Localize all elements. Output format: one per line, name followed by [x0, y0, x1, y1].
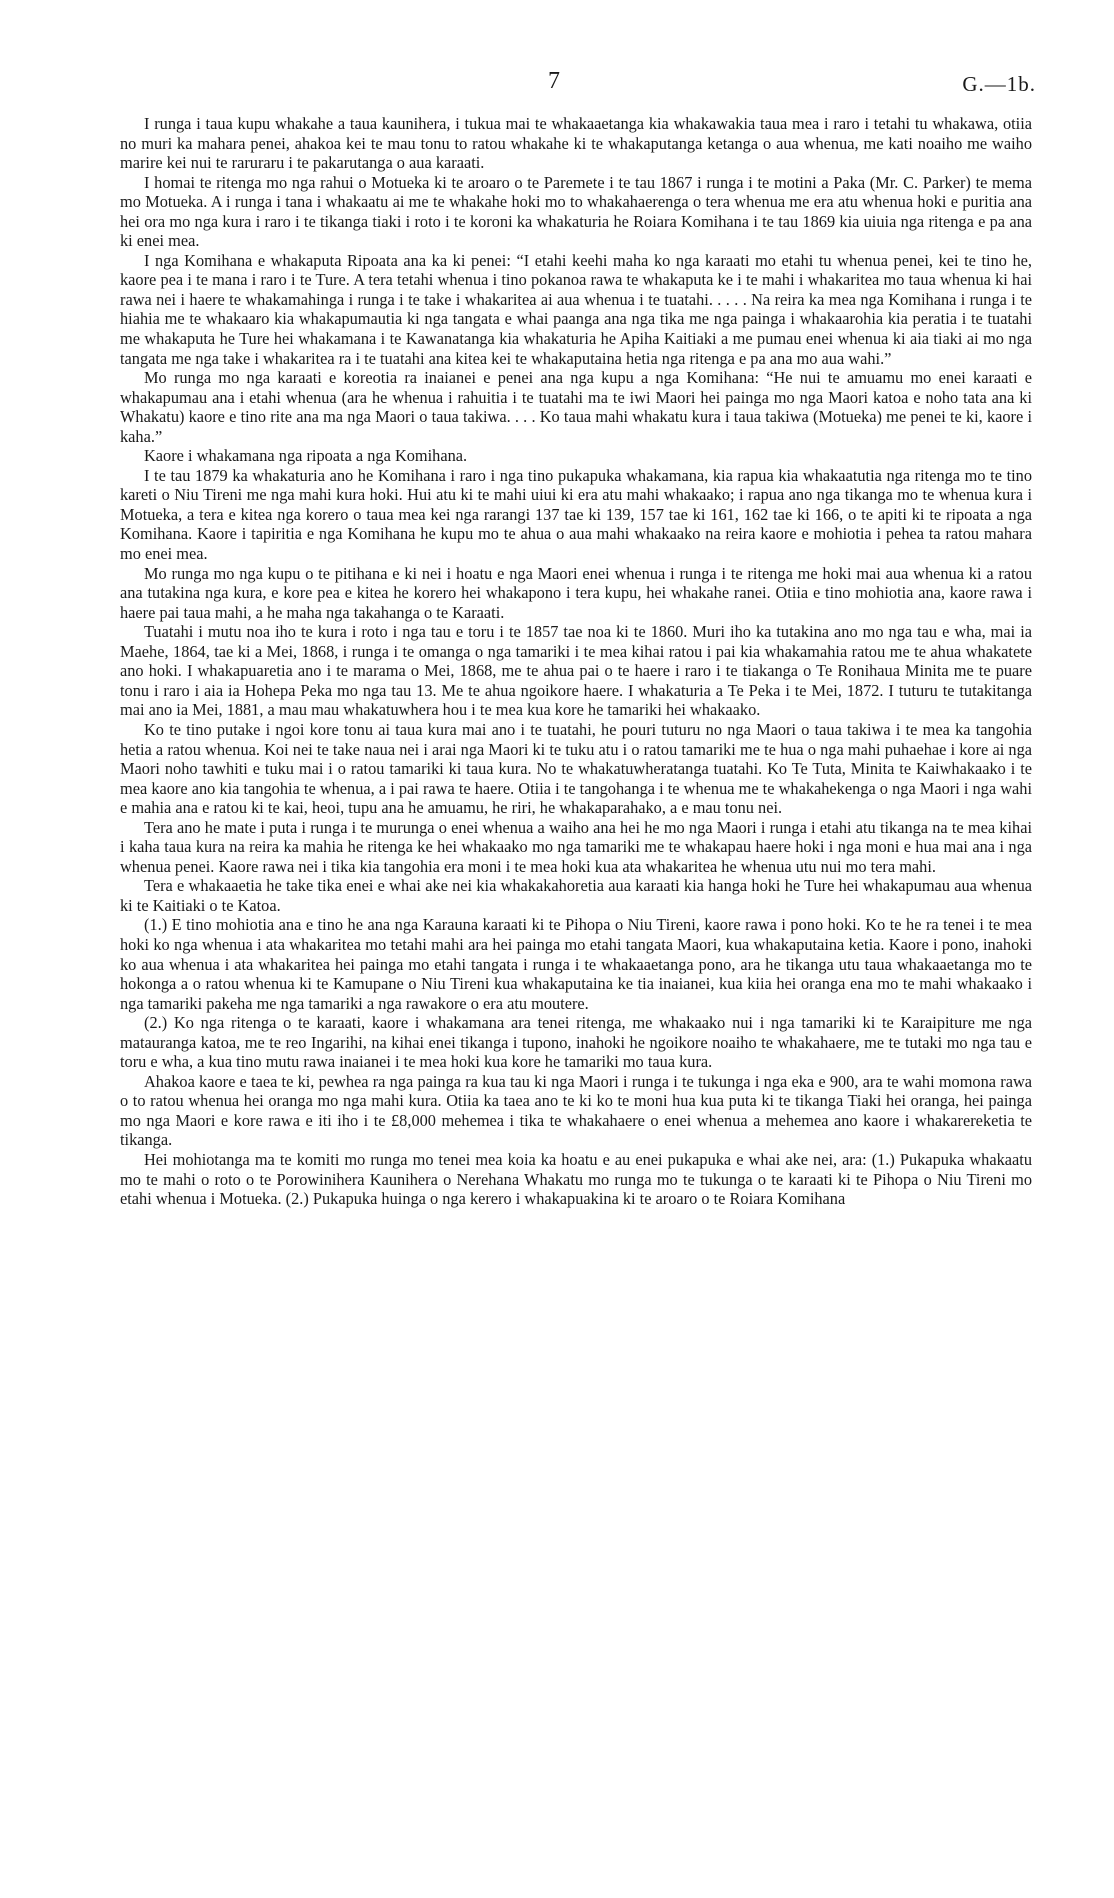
document-page: [120, 58, 1036, 1209]
page-number: 7: [548, 68, 560, 94]
paragraph: Kaore i whakamana nga ripoata a nga Komihana.: [144, 446, 468, 466]
paragraph: I te tau 1879 ka whakaturia ano he Komihana i raro i nga tino pukapuka whakamana, kia rapua kia whakaatutia nga ritenga mo te tino kareti o Niu Tireni me nga mahi kura hoki. Hui atu ki te mahi uiui ki era atu mahi whakaako; i rapua ano nga tikanga mo te whenua kura i Motueka, a tera e kitea nga korero o taua mea kei nga rarangi 137 tae ki 139, 157 tae ki 161, 162 tae ki 166, o te apiti ki te ripoata a nga Komihana. Kaore i tapiritia e nga Komihana he kupu mo te ahua o aua mahi whakaako na reira kaore e mohiotia i pehea ta ratou mahara mo enei mea.: [120, 465, 1032, 564]
paragraph: Tuatahi i mutu noa iho te kura i roto i nga tau e toru i te 1857 tae noa ki te 1860. Muri iho ka tutakina ano mo nga tau e wha, mai ia Maehe, 1864, tae ki a Mei, 1868, i runga i te omanga o nga tamariki i te mea kihai ratou i pai kia whakamahia ratou me te ahua whakatete ano hoki. I whakapuaretia ano i te marama o Mei, 1868, me te ahua pai o te haere i raro i te tiakanga o Te Ronihaua Minita me te puare tonu i raro i aia ia Hohepa Peka mo nga tau 13. Me te ahua ngoikore haere. I whakaturia a Te Peka i te Mei, 1872. I tuturu te tutakitanga mai ano ia Mei, 1881, a mau mau whakatuwhera hou i te mea kua kore he tamariki hei whakaako.: [120, 622, 1032, 720]
paragraph: Tera ano he mate i puta i runga i te murunga o enei whenua a waiho ana hei he mo nga Maori i runga i etahi atu tikanga na te mea kihai i kaha taua kura na reira ka mahia he ritenga ke hei whakaako mo nga tamariki me te whakapau haere hoki i nga moni e hua mai ana i nga whenua penei. Kaore rawa nei i tika kia tangohia era moni i te mea hoki kua ata whakaritea he whenua utu nui mo tera mahi.: [120, 817, 1032, 876]
paragraph: (1.) E tino mohiotia ana e tino he ana nga Karauna karaati ki te Pihopa o Niu Tireni, kaore rawa i pono hoki. Ko te he ra tenei i te mea hoki ko nga whenua i ata whakaritea mo tetahi mahi ara hei painga mo etahi tangata Maori, kua whakaputaina ketia. Kaore i pono, inahoki ko aua whenua i ata whakaritea hei painga mo etahi tangata i runga i te whakaaetanga pono, ara he tikanga utu taua whakaaetanga mo te hokonga a o ratou whenua ki te Kamupane o Niu Tireni kua whakaputaina ke tia inaianei, kua kiia hei oranga ena mo te mahi whakaako i nga tamariki pakeha me nga tamariki a nga rawakore o era atu moutere.: [120, 915, 1032, 1013]
paragraph: I nga Komihana e whakaputa Ripoata ana ka ki penei: “I etahi keehi maha ko nga karaati mo etahi tu whenua penei, kei te tino he, kaore pea i te mana i raro i te Ture. A tera tetahi whenua i tino pokanoa rawa te whakaputa ke i te mahi i whakaritea mo taua whenua ki hai rawa nei i haere te whakamahinga i runga i te take i whakaritea ai aua whenua i te tuatahi. . . . . Na reira ka mea nga Komihana i runga i te hiahia me te whakaaro kia whakapumautia ki nga tangata e whai paanga ana nga tika me nga painga i whakaarohia kia peratia i te tuatahi me whakaputa he Ture hei whakamana i te Kawanatanga kia whakaturia he Apiha Kaitiaki a me pumau enei whenua ki aia tiaki ai mo nga tangata me nga take i whakaritea ra i te tuatahi ana kitea kei te whakaputaina hetia nga ritenga e pa ana mo aua wahi.”: [120, 250, 1032, 368]
paragraph: Hei mohiotanga ma te komiti mo runga mo tenei mea koia ka hoatu e au enei pukapuka e whai ake nei, ara: (1.) Pukapuka whakaatu mo te mahi o roto o te Porowinihera Kaunihera o Nerehana Whakatu mo runga mo te tukunga o te karaati ki te Pihopa o Niu Tireni mo etahi whenua i Motueka. (2.) Pukapuka huinga o nga kerero i whakapuakina ki te aroaro o te Roiara Komihana: [120, 1149, 1032, 1209]
paragraph: I runga i taua kupu whakahe a taua kaunihera, i tukua mai te whakaaetanga kia whakawakia taua mea i raro i tetahi tu whakawa, otiia no muri ka mahara penei, ahakoa kei te mau tonu to ratou whakahe ki te whakaputanga ketanga o aua whenua, me kati noaiho me waiho marire kei nui te raruraru i te pakarutanga o aua karaati.: [120, 114, 1032, 173]
paragraph: Tera e whakaaetia he take tika enei e whai ake nei kia whakakahoretia aua karaati kia hanga hoki he Ture hei whakapumau aua whenua ki te Kaitiaki o te Katoa.: [120, 876, 1032, 915]
paragraph: Ahakoa kaore e taea te ki, pewhea ra nga painga ra kua tau ki nga Maori i runga i te tukunga i nga eka e 900, ara te wahi momona rawa o to ratou whenua hei oranga mo nga mahi kura. Otiia ka taea ano te ki ko te moni hua kua puta ki te tikanga Tiaki hei oranga, hei painga mo nga Maori e kore rawa e iti iho i te £8,000 mehemea i tika te whakahaere o enei whenua a mehemea ano kaore i whakarereketia te tikanga.: [120, 1071, 1032, 1150]
page-header: [120, 58, 1036, 114]
document-reference: G.—1b.: [962, 72, 1036, 96]
paragraph: (2.) Ko nga ritenga o te karaati, kaore i whakamana ara tenei ritenga, me whakaako nui i nga tamariki ki te Karaipiture me nga matauranga katoa, me te reo Ingarihi, na kihai enei tikanga i tupono, inahoki he ngoikore noaiho te whakahaere, me te tutaki mo nga tau e toru e wha, a kua tino mutu rawa inaianei i te mea hoki kua kore he tamariki mo taua kura.: [120, 1013, 1032, 1072]
body-text: [120, 114, 1032, 1209]
paragraph: I homai te ritenga mo nga rahui o Motueka ki te aroaro o te Paremete i te tau 1867 i runga i te motini a Paka (Mr. C. Parker) te mema mo Motueka. A i runga i tana i whakaatu ai me te whakahe hoki mo to whakahaerenga o tera whenua me era atu whenua hoki e puritia ana hei ora mo nga kura i raro i te tikanga tiaki i roto i te koroni ka whakaturia he Roiara Komihana i te tau 1869 kia uiuia nga ritenga e pa ana ki enei mea.: [120, 172, 1032, 251]
paragraph: Ko te tino putake i ngoi kore tonu ai taua kura mai ano i te tuatahi, he pouri tuturu no nga Maori o taua takiwa i te mea ka tangohia hetia a ratou whenua. Koi nei te take naua nei i arai nga Maori ki te tuku atu i o ratou tamariki me te hua o nga mahi puhaehae i kore ai nga Maori noho tawhiti e tuku mai i o ratou tamariki ki taua kura. No te whakatuwheratanga tuatahi. Ko Te Tuta, Minita te Kaiwhakaako i te mea kaore ano kia tangohia te whenua, a i pai rawa te haere. Otiia i te tangohanga i te whenua me te whakahekenga o nga Maori i nga wahi e mahia ana e ratou ki te kai, heoi, tupu ana he amuamu, he riri, he whakaparahako, a e mau tonu nei.: [120, 719, 1032, 818]
paragraph: Mo runga mo nga karaati e koreotia ra inaianei e penei ana nga kupu a nga Komihana: “He nui te amuamu mo enei karaati e whakapumau ana i etahi whenua (ara he whenua i rahuitia i te tuatahi ma te iwi Maori hei painga mo nga Maori katoa e noho tata ana ki Whakatu) kaore e tino rite ana ma nga Maori o taua takiwa. . . . Ko taua mahi whakatu kura i taua takiwa (Motueka) me penei te ki, kaore i kaha.”: [120, 368, 1032, 446]
paragraph: Mo runga mo nga kupu o te pitihana e ki nei i hoatu e nga Maori enei whenua i runga i te ritenga me hoki mai aua whenua ki a ratou ana tutakina nga kura, e kore pea e kitea he korero hei whakapono i tera kupu, hei whakahe ranei. Otiia e tino mohiotia ana, kaore rawa i haere pai taua mahi, a he maha nga takahanga o te Karaati.: [120, 563, 1032, 622]
